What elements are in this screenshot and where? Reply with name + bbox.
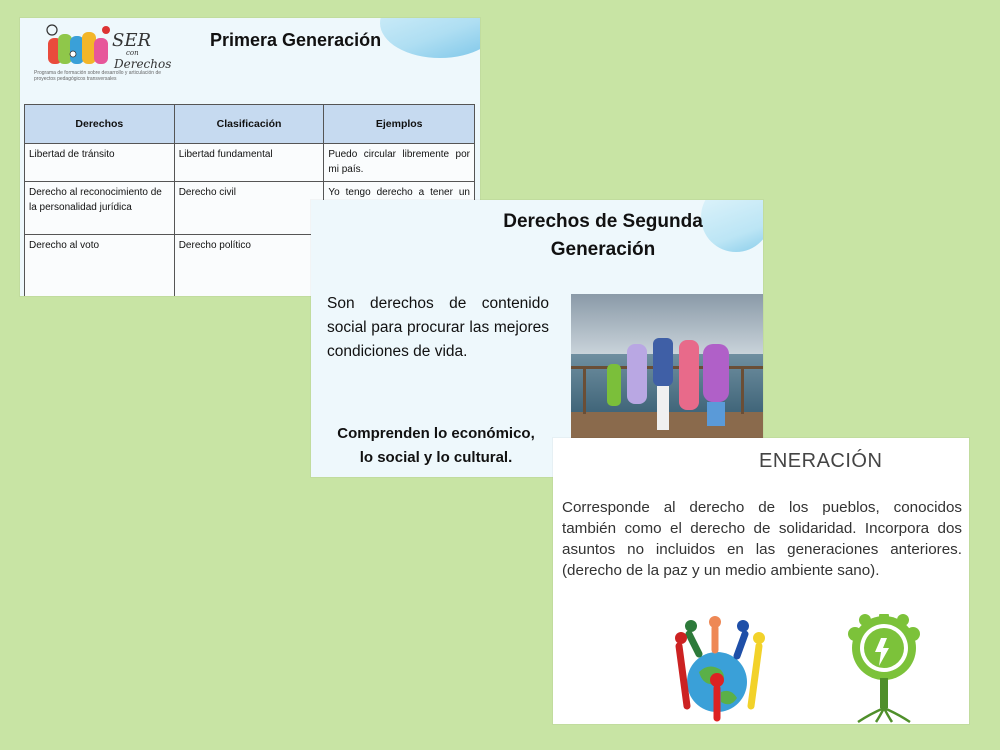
- column-header: Derechos: [25, 105, 175, 144]
- slide-tercera-generacion: [553, 438, 969, 724]
- table-cell: Puedo circular libremente por mi país.: [324, 144, 475, 182]
- description-paragraph: Son derechos de contenido social para procurar las mejores condiciones de vida.: [327, 295, 549, 360]
- title-line: Generación: [550, 239, 656, 260]
- svg-text:SER: SER: [112, 30, 152, 51]
- highlight-line: Comprenden lo económico,: [337, 425, 535, 442]
- slide-heading: ENERACIÓN: [759, 450, 883, 472]
- svg-text:con: con: [126, 49, 139, 57]
- description-paragraph: Corresponde al derecho de los pueblos, conocidos también como el derecho de solidaridad. Incorpora dos asuntos no incluidos en las generaciones anteriores. (derecho de la paz y un medio ambiente sano).: [562, 499, 962, 579]
- column-header: Clasificación: [174, 105, 324, 144]
- green-tree-icon: [843, 614, 925, 724]
- slide-segunda-generacion: [311, 200, 763, 477]
- highlight-text: [315, 422, 557, 470]
- table-cell: Derecho al reconocimiento de la personalidad jurídica: [25, 182, 175, 235]
- decorative-swoosh: [380, 18, 480, 58]
- title-line: Derechos de Segunda: [503, 211, 703, 232]
- table-cell: Yo tengo derecho a tener un: [324, 182, 475, 235]
- table-cell: Derecho político: [174, 235, 324, 297]
- table-cell: Libertad de tránsito: [25, 144, 175, 182]
- table-row: [25, 144, 475, 182]
- highlight-line: lo social y lo cultural.: [359, 449, 513, 466]
- table-cell: Derecho al voto: [25, 235, 175, 297]
- ser-con-derechos-logo: [40, 24, 190, 96]
- column-header: Ejemplos: [324, 105, 475, 144]
- slide-title: [481, 208, 725, 264]
- table-header-row: [25, 105, 475, 144]
- people-around-globe-icon: [659, 616, 775, 724]
- table-cell: Derecho civil: [174, 182, 324, 235]
- table-cell: Libertad fundamental: [174, 144, 324, 182]
- children-at-pier-photo: [571, 294, 763, 450]
- logo-tagline: Programa de formación sobre desarrollo y articulación de proyectos pedagógicos transversales: [34, 70, 162, 82]
- svg-text:Derechos: Derechos: [114, 57, 172, 71]
- slide-title: Primera Generación: [210, 30, 382, 50]
